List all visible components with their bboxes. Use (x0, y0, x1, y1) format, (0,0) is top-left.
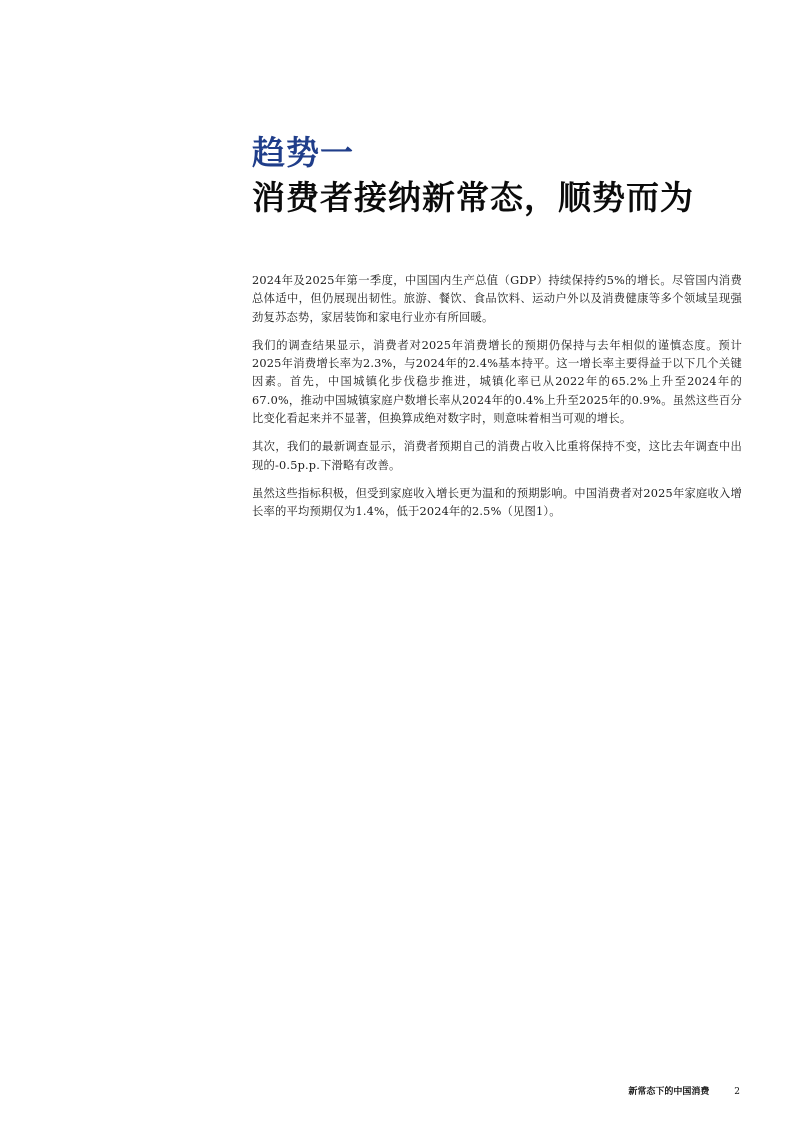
page-number: 2 (734, 1087, 740, 1097)
paragraph: 虽然这些指标积极，但受到家庭收入增长更为温和的预期影响。中国消费者对2025年家庭收入增长率的平均预期仅为1.4%，低于2024年的2.5%（见图1）。 (252, 486, 742, 519)
paragraph: 2024年及2025年第一季度，中国国内生产总值（GDP）持续保持约5%的增长。尽管国内消费总体适中，但仍展现出韧性。旅游、餐饮、食品饮料、运动户外以及消费健康等多个领域呈现强劲复苏态势，家居装饰和家电行业亦有所回暖。 (252, 274, 742, 324)
trend-label: 趋势一 (252, 133, 354, 172)
heading-block (252, 132, 752, 220)
body-text (252, 272, 742, 532)
footer-title: 新常态下的中国消费 (628, 1087, 710, 1097)
paragraph: 其次，我们的最新调查显示，消费者预期自己的消费占收入比重将保持不变，这比去年调查中出现的-0.5p.p.下滑略有改善。 (252, 440, 742, 472)
paragraph: 我们的调查结果显示，消费者对2025年消费增长的预期仍保持与去年相似的谨慎态度。预计2025年消费增长率为2.3%，与2024年的2.4%基本持平。这一增长率主要得益于以下几个关键因素。首先，中国城镇化步伐稳步推进，城镇化率已从2022年的65.2%上升至2024年的67.0%，推动中国城镇家庭户数增长率从2024年的0.4%上升至2025年的0.9%。虽然这些百分比变化看起来并不显著，但换算成绝对数字时，则意味着相当可观的增长。 (252, 338, 742, 426)
page-title: 消费者接纳新常态，顺势而为 (252, 178, 694, 217)
page-footer (628, 1084, 740, 1097)
